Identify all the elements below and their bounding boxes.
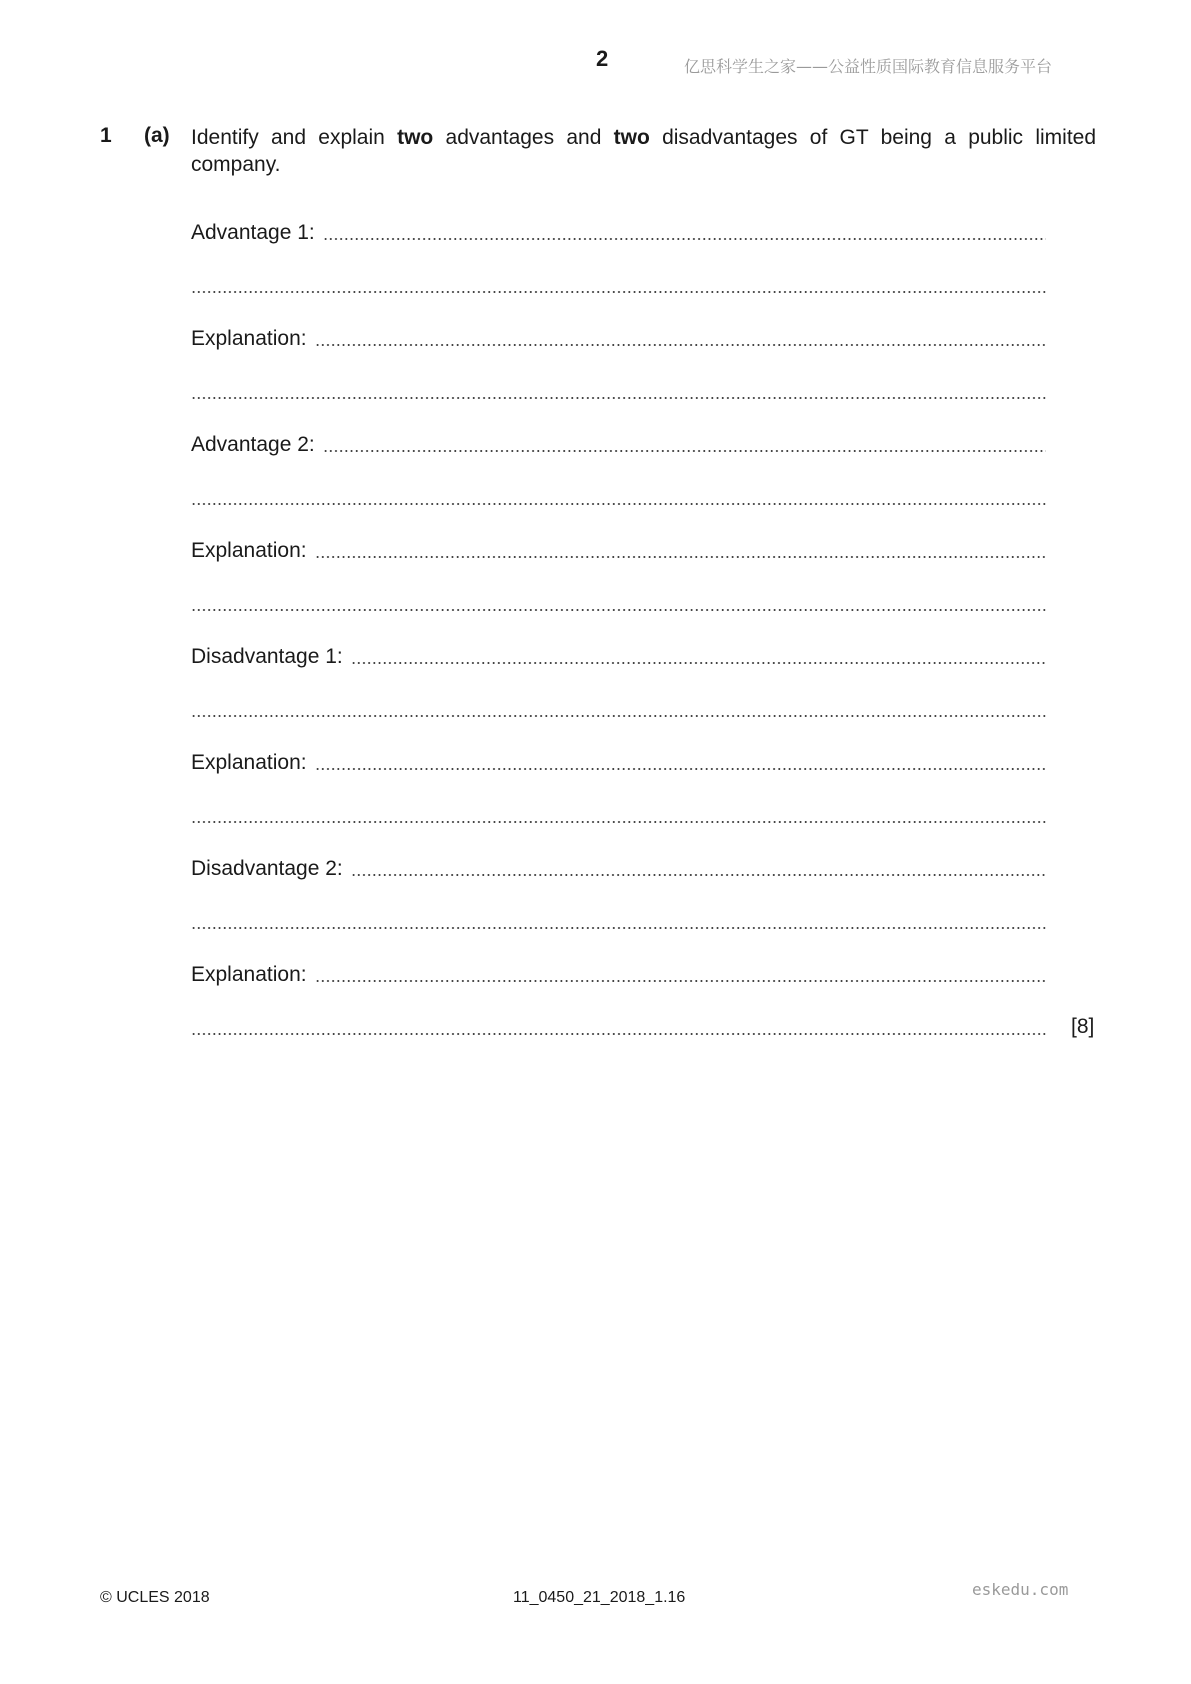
answer-line-label: Advantage 1:	[191, 221, 315, 244]
answer-line[interactable]	[191, 431, 1046, 457]
answer-line-label: Disadvantage 1:	[191, 645, 343, 668]
answer-line[interactable]	[191, 272, 1046, 298]
question-text-3: disadvantages of GT being a public limited company.	[191, 126, 1097, 176]
watermark-top: 亿思科学生之家——公益性质国际教育信息服务平台	[684, 57, 1053, 76]
answer-line[interactable]	[191, 590, 1046, 616]
question-bold-2: two	[613, 126, 650, 149]
question-text-2: advantages and	[433, 126, 614, 149]
answer-line[interactable]	[191, 537, 1046, 563]
dotted-line	[351, 874, 1046, 876]
answer-line-label: Explanation:	[191, 751, 307, 774]
dotted-line	[315, 980, 1046, 982]
question-part: (a)	[144, 124, 170, 147]
dotted-line	[191, 715, 1046, 717]
answer-line[interactable]	[191, 855, 1046, 881]
footer-code: 11_0450_21_2018_1.16	[513, 1589, 686, 1606]
answer-line[interactable]	[191, 961, 1046, 987]
dotted-line	[315, 344, 1046, 346]
dotted-line	[191, 609, 1046, 611]
answer-line[interactable]	[191, 219, 1046, 245]
dotted-line	[323, 450, 1046, 452]
dotted-line	[323, 238, 1046, 240]
footer-copyright: © UCLES 2018	[100, 1589, 210, 1606]
dotted-line	[315, 768, 1046, 770]
answer-line[interactable]	[191, 484, 1046, 510]
dotted-line	[191, 503, 1046, 505]
dotted-line	[191, 1033, 1046, 1035]
answer-line[interactable]	[191, 908, 1046, 934]
dotted-line	[351, 662, 1046, 664]
question-text	[191, 124, 1096, 178]
dotted-line	[191, 927, 1046, 929]
answer-line[interactable]	[191, 325, 1046, 351]
dotted-line	[191, 397, 1046, 399]
dotted-line	[191, 291, 1046, 293]
answer-line[interactable]	[191, 378, 1046, 404]
marks-label: [8]	[1071, 1015, 1095, 1038]
question-text-1: Identify and explain	[191, 126, 398, 149]
answer-line-label: Advantage 2:	[191, 433, 315, 456]
dotted-line	[191, 821, 1046, 823]
question-bold-1: two	[397, 126, 434, 149]
answer-line[interactable]	[191, 749, 1046, 775]
answer-line-label: Explanation:	[191, 963, 307, 986]
answer-line[interactable]	[191, 696, 1046, 722]
answer-line-label: Disadvantage 2:	[191, 857, 343, 880]
page-number: 2	[596, 46, 609, 71]
dotted-line	[315, 556, 1046, 558]
watermark-bottom: eskedu.com	[972, 1580, 1069, 1599]
answer-line[interactable]	[191, 802, 1046, 828]
answer-line-label: Explanation:	[191, 539, 307, 562]
answer-line[interactable]	[191, 643, 1046, 669]
answer-line-label: Explanation:	[191, 327, 307, 350]
answer-line[interactable]	[191, 1014, 1046, 1040]
question-number: 1	[100, 124, 112, 147]
